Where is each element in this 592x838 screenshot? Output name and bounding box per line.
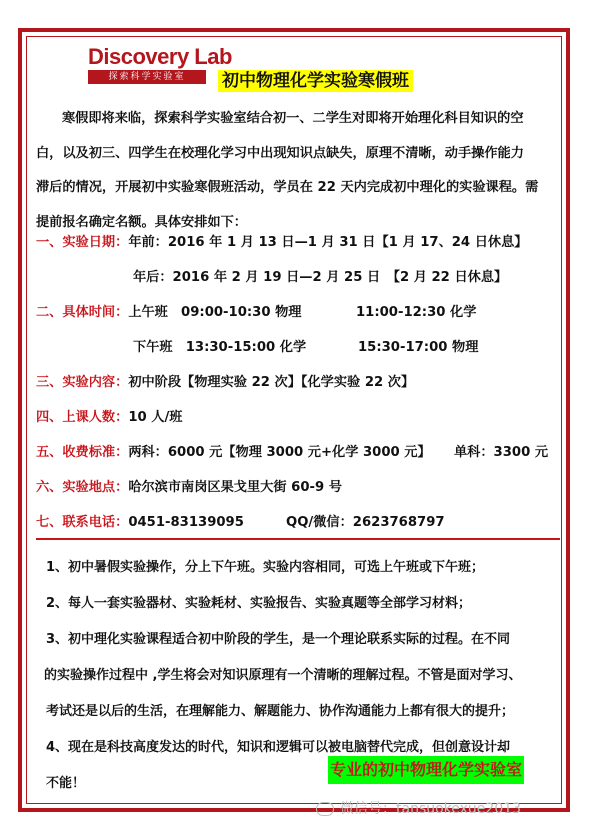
note-line: 1、初中暑假实验操作，分上下午班。实验内容相同，可选上午班或下午班； <box>46 560 485 575</box>
time-row-pm <box>36 338 560 358</box>
content-value: 初中阶段【物理实验 22 次】【化学实验 22 次】 <box>128 375 415 390</box>
note-line: 的实验操作过程中 ,学生将会对知识原理有一个清晰的理解过程。不管是面对学习、 <box>44 668 522 683</box>
content-row <box>36 373 414 393</box>
location-row <box>36 478 342 498</box>
time-row-am <box>36 303 560 323</box>
intro-line: 寒假即将来临，探索科学实验室结合初一、二学生对即将开始理化科目知识的空 <box>62 111 524 126</box>
qq-wechat-value: QQ/微信：2623768797 <box>286 515 445 530</box>
class-size-value: 10 人/班 <box>128 410 183 425</box>
intro-line: 滞后的情况，开展初中实验寒假班活动，学员在 22 天内完成初中理化的实验课程。需 <box>36 180 539 195</box>
phone-value: 0451-83139095 <box>128 515 244 530</box>
logo-brand: Discovery Lab <box>88 44 232 69</box>
time-label: 二、具体时间： <box>36 305 129 320</box>
note-line: 不能！ <box>46 776 86 791</box>
note-line: 3、初中理化实验课程适合初中阶段的学生，是一个理论联系实际的过程。在不同 <box>46 632 511 647</box>
class-size-row <box>36 408 182 428</box>
discovery-lab-logo <box>88 44 232 88</box>
intro-paragraph <box>36 102 560 240</box>
fee-single-subject: 单科：3300 元 <box>454 445 549 460</box>
content-label: 三、实验内容： <box>36 375 129 390</box>
note-line: 4、现在是科技高度发达的时代，知识和逻辑可以被电脑替代完成，但创意设计却 <box>46 740 511 755</box>
wechat-icon <box>316 802 334 816</box>
note-line: 2、每人一套实验器材、实验耗材、实验报告、实验真题等全部学习材料； <box>46 596 472 611</box>
time-am-second: 11:00-12:30 化学 <box>356 305 477 320</box>
phone-label: 七、联系电话： <box>36 515 129 530</box>
contact-row <box>36 513 560 533</box>
date-value-1: 年前：2016 年 1 月 13 日—1 月 31 日【1 月 17、24 日休息】 <box>128 235 528 250</box>
intro-line: 白，以及初三、四学生在校理化学习中出现知识点缺失，原理不清晰，动手操作能力 <box>36 145 524 161</box>
fee-two-subjects: 两科：6000 元【物理 3000 元+化学 3000 元】 <box>128 445 431 460</box>
page-title: 初中物理化学实验寒假班 <box>218 70 413 92</box>
fee-label: 五、收费标准： <box>36 445 129 460</box>
class-size-label: 四、上课人数： <box>36 410 129 425</box>
slogan-banner: 专业的初中物理化学实验室 <box>328 756 524 784</box>
fee-row <box>36 443 560 463</box>
logo-subtitle: 探索科学实验室 <box>88 70 206 84</box>
date-label: 一、实验日期： <box>36 235 129 250</box>
wechat-watermark <box>316 798 521 818</box>
date-row <box>36 233 527 253</box>
date-value-2: 年后：2016 年 2 月 19 日—2 月 25 日 【2 月 22 日休息】 <box>133 270 508 285</box>
watermark-text: 微信号：tansuokexue2013 <box>340 801 522 817</box>
time-pm-second: 15:30-17:00 物理 <box>358 340 479 355</box>
time-pm-first: 下午班 13:30-15:00 化学 <box>133 340 307 355</box>
date-row-2 <box>133 268 507 288</box>
intro-line: 提前报名确定名额。具体安排如下： <box>36 214 247 230</box>
time-am-first: 上午班 09:00-10:30 物理 <box>128 305 302 320</box>
section-divider <box>36 538 560 540</box>
location-value: 哈尔滨市南岗区果戈里大街 60-9 号 <box>128 480 342 495</box>
note-line: 考试还是以后的生活，在理解能力、解题能力、协作沟通能力上都有很大的提升； <box>46 704 515 719</box>
location-label: 六、实验地点： <box>36 480 129 495</box>
